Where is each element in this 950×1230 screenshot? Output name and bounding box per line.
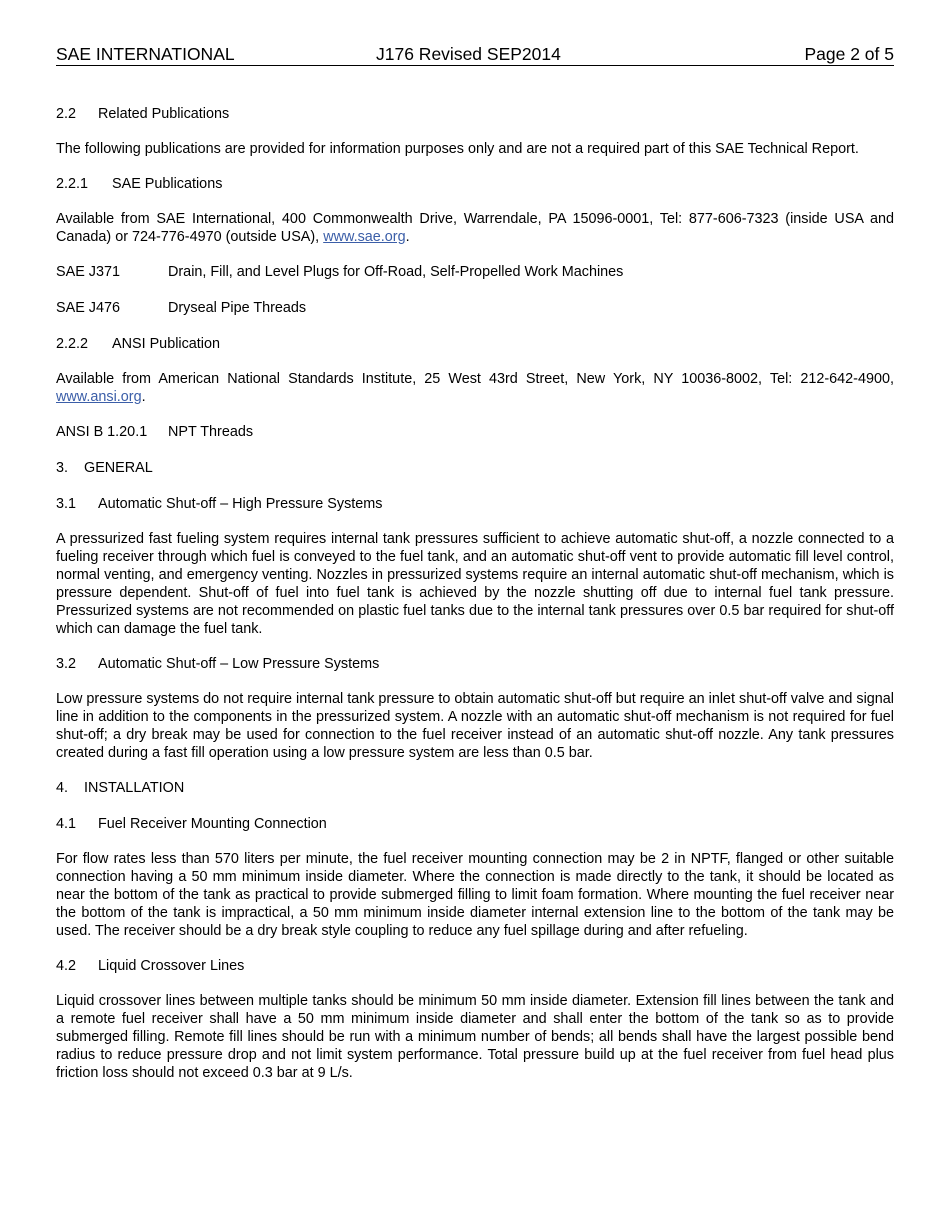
section-heading-2-2-2: 2.2.2 ANSI Publication (56, 336, 220, 352)
page-header (56, 43, 894, 66)
paragraph-4-2: Liquid crossover lines between multiple tanks should be minimum 50 mm inside diameter. Extension fill lines between the tank and a remote fuel receiver shall have a 50 mm minimum inside diameter and shall enter the bottom of the tank so as to provide submerged filling. Remote fill lines should be run with a minimum number of bends; all bends shall have the largest possible bend radius to reduce pressure drop and not limit system performance. Total pressure build up at the fuel receiver from fuel head plus friction loss should not exceed 0.3 bar at 9 L/s. (56, 993, 894, 1081)
ansi-link[interactable]: www.ansi.org (56, 389, 142, 405)
section-heading-2-2-1: 2.2.1 SAE Publications (56, 176, 223, 192)
section-heading-3-1: 3.1 Automatic Shut-off – High Pressure Systems (56, 496, 383, 512)
reference-ansi-b1-20-1: ANSI B 1.20.1 NPT Threads (56, 424, 254, 440)
section-heading-4-1: 4.1 Fuel Receiver Mounting Connection (56, 816, 327, 832)
header-org: SAE INTERNATIONAL (56, 44, 235, 64)
header-page-number: Page 2 of 5 (804, 44, 894, 64)
sae-link[interactable]: www.sae.org (323, 229, 406, 245)
paragraph-sae-availability: Available from SAE International, 400 Commonwealth Drive, Warrendale, PA 15096-0001, Tel: 877-606-7323 (inside USA and Canada) or 724-776-4970 (outside USA), www.sae.org. (56, 211, 894, 245)
section-heading-4-2: 4.2 Liquid Crossover Lines (56, 958, 245, 974)
paragraph-ansi-availability: Available from American National Standards Institute, 25 West 43rd Street, New York, NY 10036-8002, Tel: 212-642-4900, www.ansi.org. (56, 371, 894, 405)
section-heading-4: 4. INSTALLATION (56, 780, 185, 796)
paragraph-intro: The following publications are provided for information purposes only and are not a required part of this SAE Technical Report. (56, 141, 859, 157)
paragraph-3-2: Low pressure systems do not require internal tank pressure to obtain automatic shut-off but require an inlet shut-off valve and signal line in addition to the components in the pressurized system. A nozzle with an automatic shut-off mechanism is not required for fuel shut-off; a dry break may be used for connection to the fuel receiver instead of an automatic shut-off nozzle. Any tank pressures created during a fast fill operation using a low pressure system are less than 0.5 bar. (56, 691, 894, 761)
header-doc-id: J176 Revised SEP2014 (376, 44, 561, 64)
paragraph-3-1: A pressurized fast fueling system requires internal tank pressures sufficient to achieve automatic shut-off, a nozzle connected to a fueling receiver through which fuel is conveyed to the fuel tank, and an automatic shut-off vent to provide automatic fill level control, normal venting, and emergency venting. Nozzles in pressurized systems require an internal automatic shut-off mechanism, which is pressure dependent. Shut-off of fuel into fuel tank is achieved by the nozzle shutting off due to internal fuel tank pressure. Pressurized systems are not recommended on plastic fuel tanks due to the internal tank pressures over 0.5 bar required for shut-off which can damage the fuel tank. (56, 531, 894, 637)
document-body (56, 104, 894, 1082)
reference-sae-j476: SAE J476 Dryseal Pipe Threads (56, 300, 307, 316)
section-heading-3: 3. GENERAL (56, 460, 153, 476)
paragraph-4-1: For flow rates less than 570 liters per minute, the fuel receiver mounting connection may be 2 in NPTF, flanged or other suitable connection having a 50 mm minimum inside diameter. Where the connection is made directly to the tank, it should be located as near the bottom of the tank as practical to provide submerged filling to limit foam formation. Where mounting the fuel receiver near the bottom of the tank is impractical, a 50 mm minimum inside diameter internal extension line to the bottom of the tank may be used. The receiver should be a dry break style coupling to reduce any fuel spillage during and after refueling. (56, 851, 894, 939)
section-heading-3-2: 3.2 Automatic Shut-off – Low Pressure Systems (56, 656, 380, 672)
reference-sae-j371: SAE J371 Drain, Fill, and Level Plugs for Off-Road, Self-Propelled Work Machines (56, 264, 624, 280)
section-heading-2-2: 2.2 Related Publications (56, 106, 230, 122)
